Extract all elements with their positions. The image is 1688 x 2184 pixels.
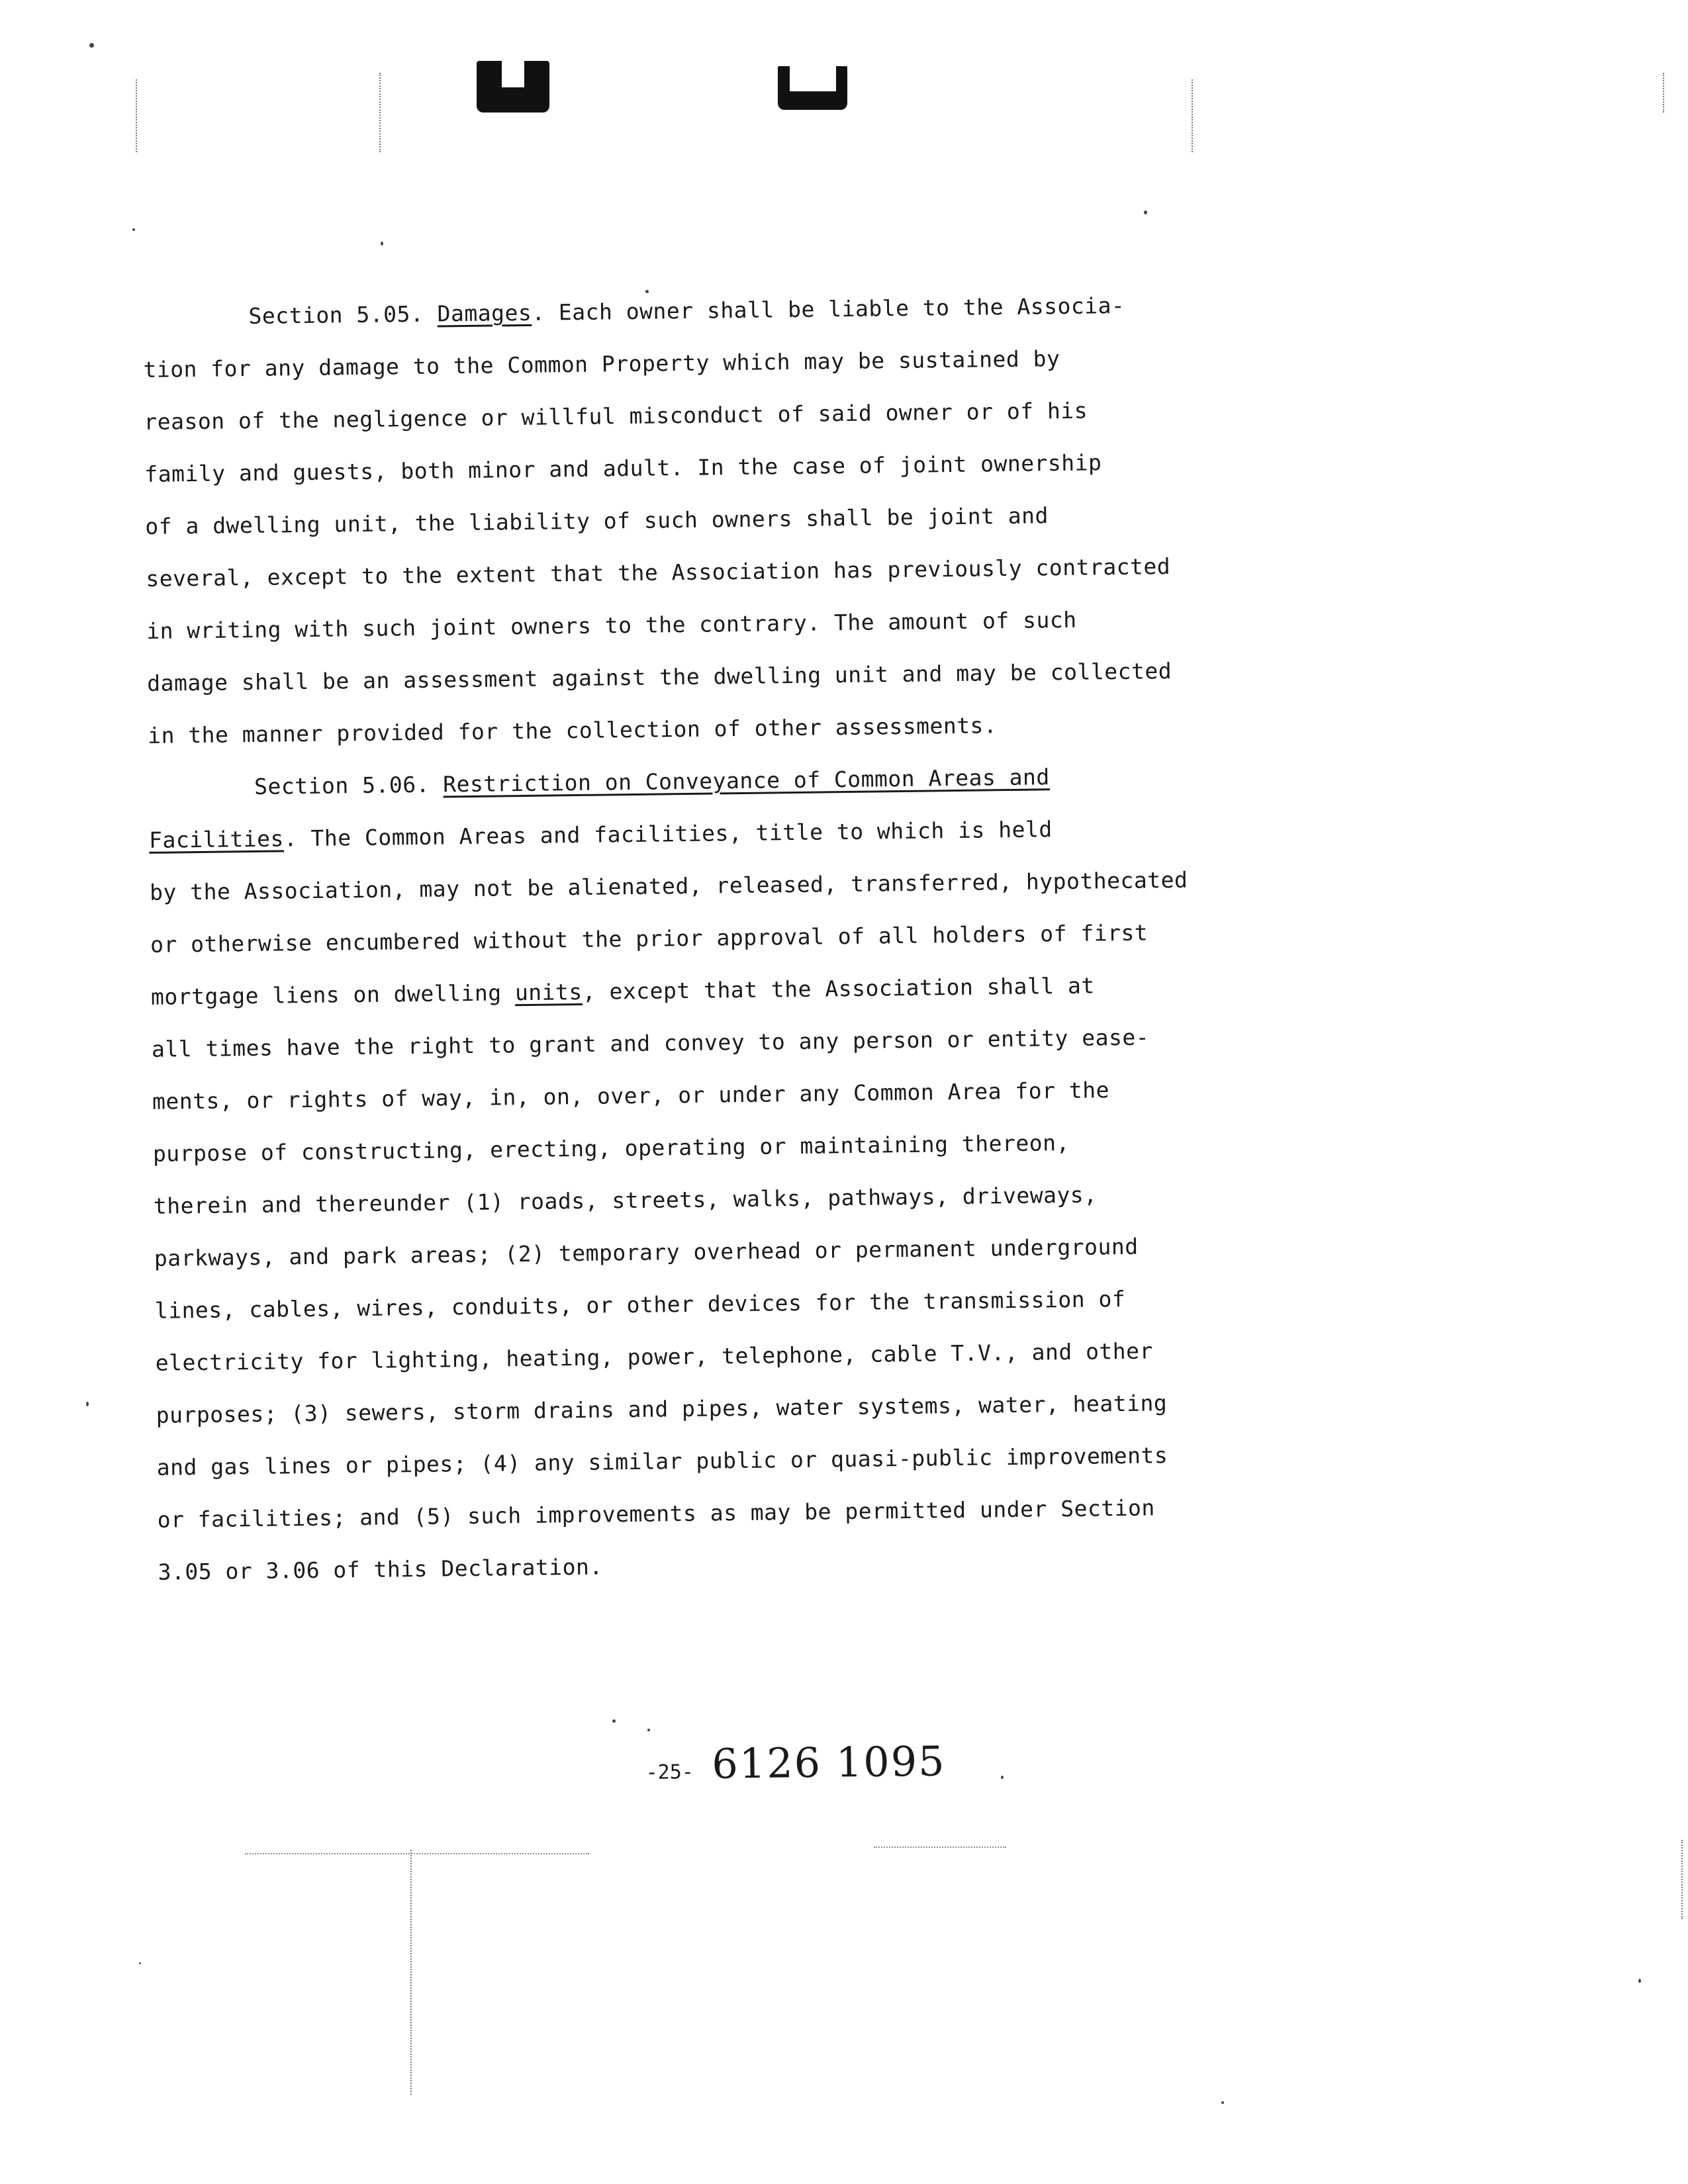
scan-speck	[381, 242, 383, 246]
page-footer	[645, 1737, 946, 1789]
text-run: all times have the right to grant and convey to any person or entity ease-	[151, 1024, 1150, 1062]
scan-line	[136, 79, 137, 152]
scan-line	[1663, 73, 1664, 113]
page-number: -25-	[645, 1760, 694, 1784]
scan-line	[379, 73, 381, 152]
text-run: ments, or rights of way, in, on, over, or under any Common Area for the	[152, 1077, 1110, 1115]
scan-line	[874, 1846, 1006, 1848]
binding-mark-right	[778, 66, 847, 110]
scan-speck	[647, 1729, 650, 1731]
text-run: . The Common Areas and facilities, title to which is held	[283, 816, 1053, 852]
text-run: and gas lines or pipes; (4) any similar public or quasi-public improvements	[156, 1442, 1168, 1480]
scan-speck	[1001, 1776, 1004, 1779]
recording-book-page-stamp: 6126 1095	[711, 1737, 947, 1788]
underlined-text: Restriction on Conveyance of Common Areas and	[443, 764, 1051, 797]
text-run: therein and thereunder (1) roads, streets, walks, pathways, driveways,	[153, 1181, 1098, 1219]
underlined-text: units	[514, 978, 583, 1006]
text-run: Section 5.06.	[254, 771, 444, 799]
text-run: family and guests, both minor and adult. In the case of joint ownership	[144, 449, 1102, 487]
text-run: lines, cables, wires, conduits, or other devices for the transmission of	[154, 1285, 1126, 1324]
text-run: of a dwelling unit, the liability of such owners shall be joint and	[145, 502, 1049, 539]
underlined-text: Facilities	[148, 825, 285, 853]
paragraph	[142, 279, 1194, 762]
text-run: purposes; (3) sewers, storm drains and pipes, water systems, water, heating	[156, 1390, 1168, 1428]
scan-speck	[1638, 1979, 1641, 1983]
text-run: mortgage liens on dwelling	[150, 979, 516, 1010]
scan-speck	[139, 1962, 141, 1964]
scan-line	[245, 1853, 589, 1854]
scan-speck	[612, 1719, 616, 1723]
text-run: in the manner provided for the collection of other assessments.	[147, 712, 998, 749]
text-run: parkways, and park areas; (2) temporary overhead or permanent underground	[154, 1233, 1139, 1271]
text-run: or facilities; and (5) such improvements as may be permitted under Section	[157, 1494, 1156, 1533]
paragraph	[148, 749, 1204, 1598]
text-run: purpose of constructing, erecting, operating or maintaining thereon,	[152, 1129, 1070, 1167]
text-run: electricity for lighting, heating, power, telephone, cable T.V., and other	[155, 1338, 1154, 1376]
text-run: Section 5.05.	[248, 300, 438, 330]
scan-line	[410, 1850, 412, 2095]
text-run: , except that the Association shall at	[582, 972, 1095, 1005]
text-run: . Each owner shall be liable to the Associa-	[531, 292, 1125, 326]
text-run: tion for any damage to the Common Property which may be sustained by	[143, 345, 1060, 383]
text-run: reason of the negligence or willful misconduct of said owner or of his	[144, 397, 1088, 435]
text-run: in writing with such joint owners to the contrary. The amount of such	[146, 606, 1077, 644]
scan-speck	[89, 43, 94, 48]
text-run: several, except to the extent that the Association has previously contracted	[146, 553, 1171, 592]
document-body	[142, 279, 1204, 1598]
text-run: by the Association, may not be alienated, released, transferred, hypothecated	[149, 866, 1188, 905]
scan-line	[1681, 1840, 1683, 1919]
scan-speck	[1221, 2101, 1224, 2104]
scan-line	[1192, 79, 1193, 152]
underlined-text: Damages	[437, 299, 532, 327]
scan-speck	[132, 228, 135, 231]
text-run: or otherwise encumbered without the prior approval of all holders of first	[150, 919, 1149, 958]
scan-speck	[86, 1402, 89, 1406]
text-run: damage shall be an assessment against the dwelling unit and may be collected	[147, 658, 1172, 696]
scan-speck	[1144, 210, 1147, 214]
text-run: 3.05 or 3.06 of this Declaration.	[158, 1553, 603, 1585]
binding-mark-left	[477, 61, 549, 113]
